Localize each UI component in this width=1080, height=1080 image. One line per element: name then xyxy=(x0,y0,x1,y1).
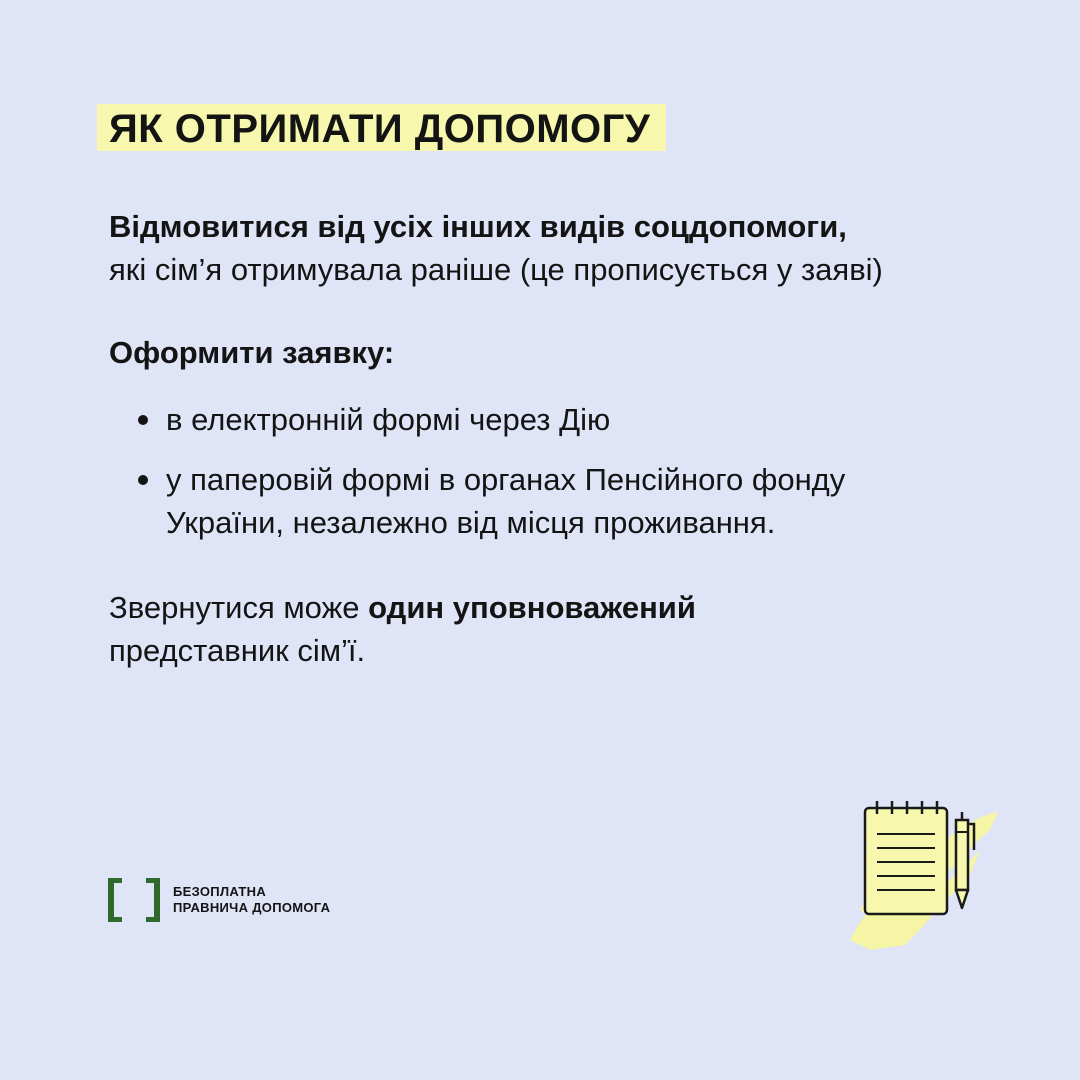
section-refuse-regular: які сім’я отримувала раніше (це прописується у заяві) xyxy=(109,252,883,287)
list-item-text: в електронній формі через Дію xyxy=(166,402,611,437)
section-refuse-bold: Відмовитися від усіх інших видів соцдопомоги, xyxy=(109,209,847,244)
apply-methods-list xyxy=(109,398,845,561)
list-item xyxy=(109,398,845,441)
list-item-text-continued: України, незалежно від місця проживання. xyxy=(166,505,776,540)
logo-line2: ПРАВНИЧА ДОПОМОГА xyxy=(173,900,331,915)
title-highlight xyxy=(97,104,666,151)
section-representative xyxy=(109,586,696,672)
organization-logo xyxy=(108,878,330,922)
notepad-illustration xyxy=(830,790,1010,965)
notepad-icon xyxy=(830,790,1010,960)
bracket-logo-icon xyxy=(108,878,160,922)
logo-line1: БЕЗОПЛАТНА xyxy=(173,884,267,899)
section-representative-line1 xyxy=(109,586,696,629)
section-representative-line2: представник сім’ї. xyxy=(109,633,366,668)
list-item xyxy=(109,458,845,544)
representative-bold-text: один уповноважений xyxy=(368,590,696,625)
section-apply-heading: Оформити заявку: xyxy=(109,335,395,370)
list-item-text: у паперовій формі в органах Пенсійного фонду xyxy=(166,462,846,497)
bullet-icon xyxy=(138,415,148,425)
representative-regular-text: Звернутися може xyxy=(109,590,369,625)
logo-text xyxy=(173,884,330,916)
page-title: ЯК ОТРИМАТИ ДОПОМОГУ xyxy=(109,106,651,151)
section-refuse-assistance xyxy=(109,205,883,291)
bullet-icon xyxy=(138,475,148,485)
